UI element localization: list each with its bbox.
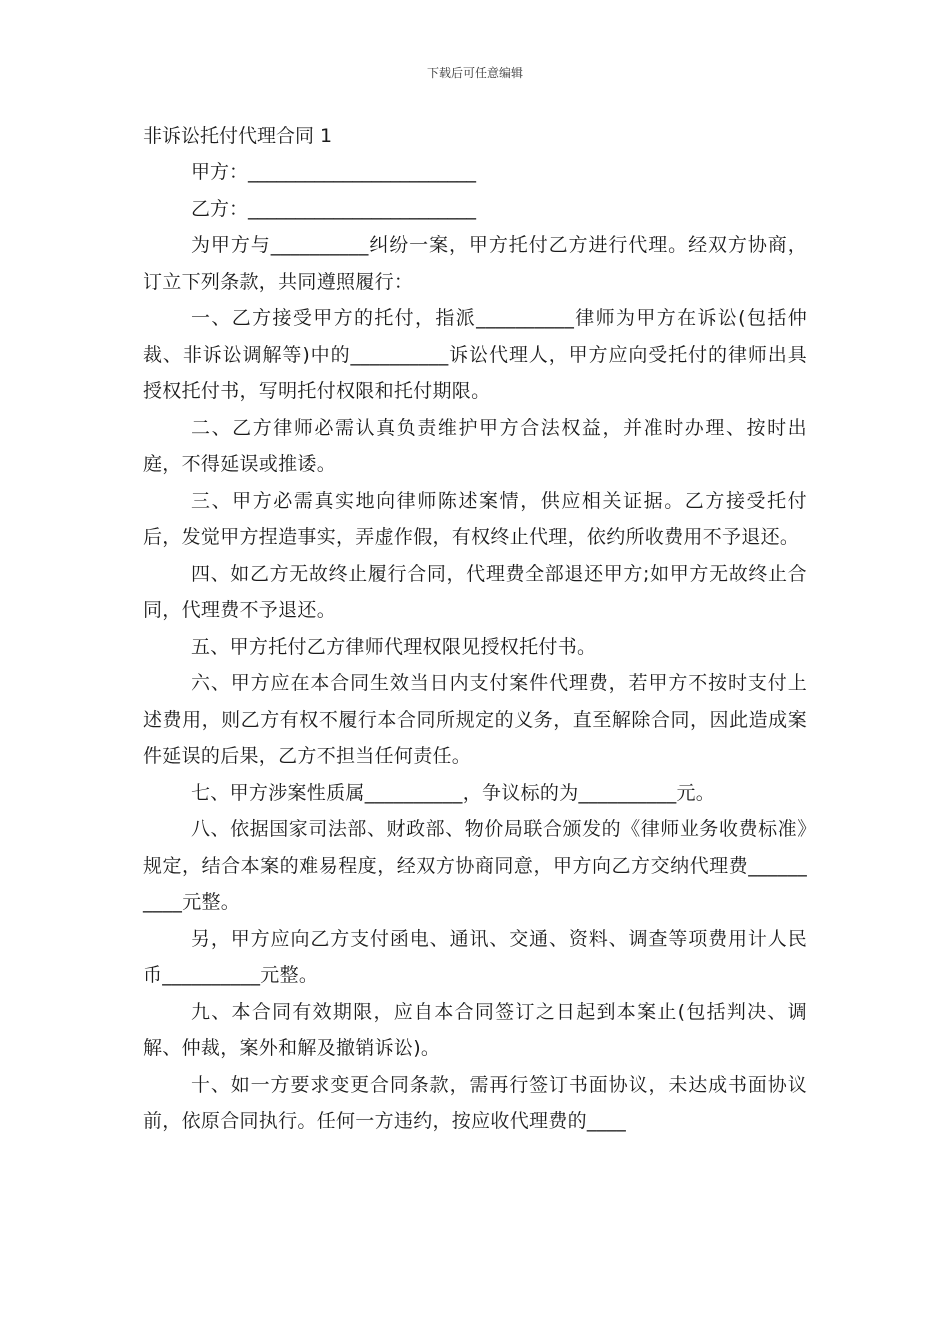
clause-8-supplement: 另，甲方应向乙方支付函电、通讯、交通、资料、调查等项费用计人民币__________元整。 — [143, 927, 807, 986]
document-title: 非诉讼托付代理合同 1 — [143, 125, 333, 147]
clause-9: 九、本合同有效期限，应自本合同签订之日起到本案止(包括判决、调解、仲裁，案外和解及撤销诉讼)。 — [143, 1000, 807, 1059]
clause-6: 六、甲方应在本合同生效当日内支付案件代理费，若甲方不按时支付上述费用，则乙方有权不履行本合同所规定的义务，直至解除合同，因此造成案件延误的后果，乙方不担当任何责任。 — [143, 672, 807, 767]
party-b-line: 乙方：________________________ — [191, 197, 477, 220]
document-body — [143, 118, 807, 1140]
clause-5: 五、甲方托付乙方律师代理权限见授权托付书。 — [191, 635, 597, 658]
clause-7: 七、甲方涉案性质属__________，争议标的为__________元。 — [191, 781, 716, 804]
clause-10: 十、如一方要求变更合同条款，需再行签订书面协议，未达成书面协议前，依原合同执行。任何一方违约，按应收代理费的____ — [143, 1073, 807, 1132]
header-text: 下载后可任意编辑 — [426, 66, 523, 80]
clause-8: 八、依据国家司法部、财政部、物价局联合颁发的《律师业务收费标准》规定，结合本案的难易程度，经双方协商同意，甲方向乙方交纳代理费__________元整。 — [143, 818, 807, 913]
clause-1: 一、乙方接受甲方的托付，指派__________律师为甲方在诉讼(包括仲裁、非诉讼调解等)中的__________诉讼代理人，甲方应向受托付的律师出具授权托付书，写明托付权限和托付期限。 — [143, 307, 807, 402]
clause-4: 四、如乙方无故终止履行合同，代理费全部退还甲方;如甲方无故终止合同，代理费不予退还。 — [143, 562, 807, 621]
paragraph-intro: 为甲方与__________纠纷一案，甲方托付乙方进行代理。经双方协商，订立下列条款，共同遵照履行： — [143, 234, 807, 293]
party-a-line: 甲方：________________________ — [191, 161, 477, 183]
page-header — [0, 64, 950, 81]
clause-3: 三、甲方必需真实地向律师陈述案情，供应相关证据。乙方接受托付后，发觉甲方捏造事实，弄虚作假，有权终止代理，依约所收费用不予退还。 — [143, 489, 807, 548]
clause-2: 二、乙方律师必需认真负责维护甲方合法权益，并准时办理、按时出庭，不得延误或推诿。 — [143, 416, 807, 475]
